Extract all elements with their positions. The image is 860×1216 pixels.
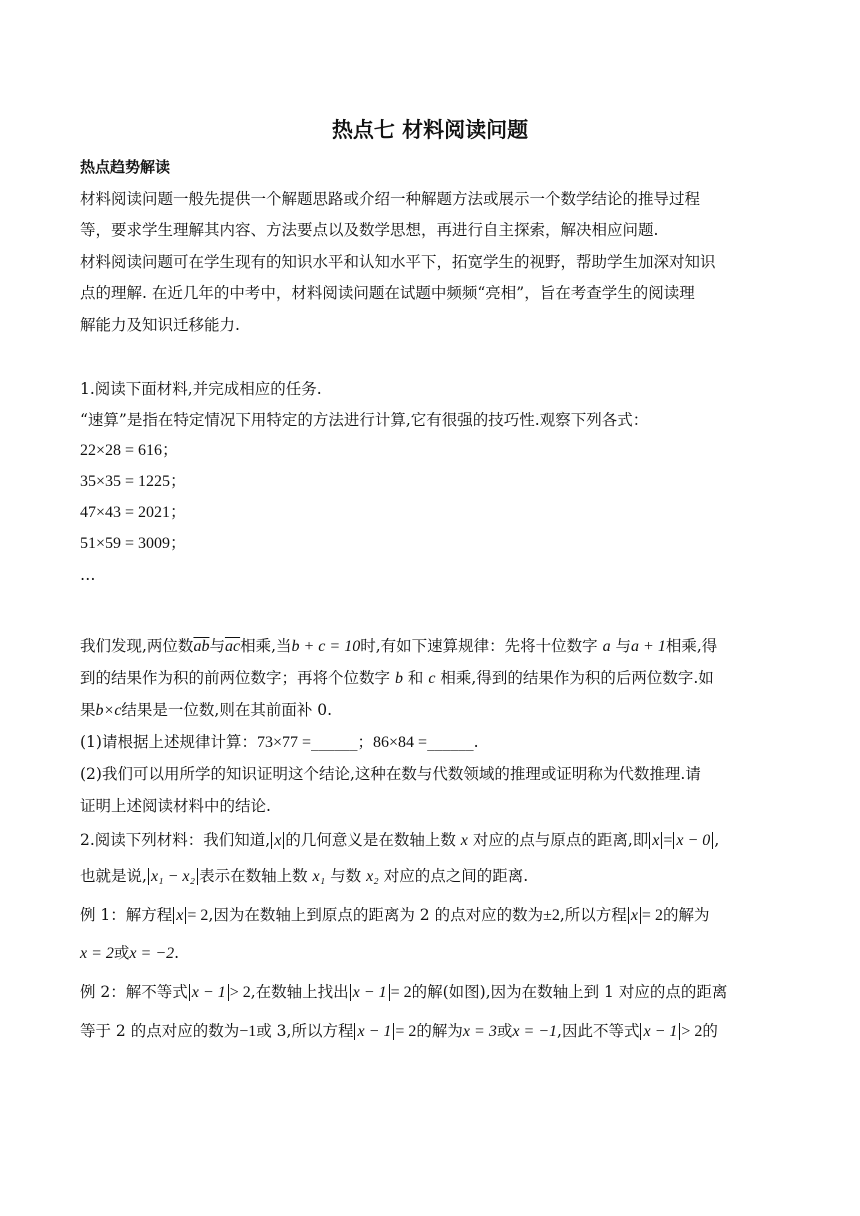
overline-ab: $\overline{ab}$ xyxy=(193,638,210,655)
q2-example-1-line-2 xyxy=(80,943,785,964)
expression-2: 86×84 = xyxy=(373,734,428,751)
abs-x: x xyxy=(271,832,284,849)
text: 相乘,得 xyxy=(665,637,718,655)
q1-equation-3: 47×43 = 2021； xyxy=(80,504,187,521)
text: 时,有如下速算规律：先将十位数字 xyxy=(360,637,598,655)
var-c: c xyxy=(428,670,436,687)
q1-intro: 1.阅读下面材料,并完成相应的任务. xyxy=(80,380,322,398)
text: 到的结果作为积的前两位数字；再将个位数字 xyxy=(80,669,391,687)
abs-x-minus-1: x − 1 xyxy=(350,984,390,1001)
answer-blank-2: ______ xyxy=(427,733,474,751)
formula: = 2 xyxy=(641,907,663,924)
text: 或 3,所以方程 xyxy=(256,1022,354,1040)
formula: > 2 xyxy=(681,1023,703,1040)
q1-equation-2: 35×35 = 1225； xyxy=(80,473,187,490)
text: 例 1：解方程 xyxy=(80,906,173,924)
q2-example-2-line-1 xyxy=(80,982,785,1003)
text: 对应的点之间的距离. xyxy=(383,867,529,885)
condition-formula: b + c = 10 xyxy=(291,638,361,655)
var-b: b xyxy=(394,670,403,687)
text: 2.阅读下列材料：我们知道, xyxy=(80,831,271,849)
solution-2: x = −2 xyxy=(129,945,175,962)
text: 对应的点与原点的距离,即 xyxy=(472,831,649,849)
text: , xyxy=(714,831,720,849)
abs-x: x xyxy=(628,907,641,924)
q2-example-2-line-2 xyxy=(80,1021,785,1042)
text: 与 xyxy=(209,637,225,655)
solution-1: x = 3 xyxy=(462,1023,497,1040)
answer-blank-1: ______ xyxy=(311,733,358,751)
formula: = 2 xyxy=(187,907,209,924)
overline-ac: $\overline{ac}$ xyxy=(224,638,241,655)
q1-equation-1: 22×28 = 616； xyxy=(80,442,179,459)
formula: = 2 xyxy=(395,1023,417,1040)
page-title: 热点七 材料阅读问题 xyxy=(331,118,529,142)
solution-1: x = 2 xyxy=(80,945,114,962)
text: 的解为 xyxy=(662,906,710,924)
q1-ellipsis: … xyxy=(80,566,96,584)
equals: = xyxy=(663,832,673,849)
abs-x-minus-1: x − 1 xyxy=(354,1023,394,1040)
trend-heading: 热点趋势解读 xyxy=(80,158,171,176)
q2-line-2 xyxy=(80,866,785,887)
text: 表示在数轴上数 xyxy=(199,867,308,885)
text: 或 xyxy=(113,944,130,962)
text: ,因为在数轴上到原点的距离为 2 的点对应的数为 xyxy=(208,906,544,924)
text: 或 xyxy=(496,1022,513,1040)
trend-paragraph-2-line-1: 材料阅读问题可在学生现有的知识水平和认知水平下，拓宽学生的视野，帮助学生加深对知识 xyxy=(80,253,716,271)
text: 我们发现,两位数 xyxy=(80,637,194,655)
formula: > 2 xyxy=(229,984,251,1001)
solution-2: x = −1 xyxy=(512,1023,558,1040)
text: ,所以方程 xyxy=(559,906,627,924)
text: 也就是说, xyxy=(80,867,147,885)
separator: ； xyxy=(357,733,374,751)
q1-rule-line-2 xyxy=(80,668,785,689)
text: 等于 2 的点对应的数为 xyxy=(80,1022,240,1040)
text: 和 xyxy=(407,669,424,687)
abs-x: x xyxy=(173,907,186,924)
text: ,在数轴上找出 xyxy=(250,983,349,1001)
abs-x-minus-0: x − 0 xyxy=(673,832,713,849)
abs-x-minus-1: x − 1 xyxy=(640,1023,680,1040)
q1-equation-4: 51×59 = 3009； xyxy=(80,535,187,552)
text: 的几何意义是在数轴上数 xyxy=(285,831,456,849)
text: ,因此不等式 xyxy=(557,1022,640,1040)
trend-paragraph-1-line-2: 等，要求学生理解其内容、方法要点以及数学思想，再进行自主探索，解决相应问题. xyxy=(80,221,659,239)
text: 相乘,当 xyxy=(240,637,292,655)
q1-rule-line-1 xyxy=(80,636,785,657)
q2-example-1-line-1 xyxy=(80,905,785,926)
var-a: a xyxy=(602,638,611,655)
q1-description: “速算”是指在特定情况下用特定的方法进行计算,它有很强的技巧性.观察下列各式： xyxy=(80,411,649,429)
q1-task-2-line-2: 证明上述阅读材料中的结论. xyxy=(80,797,271,815)
abs-x-minus-1: x − 1 xyxy=(189,984,229,1001)
text: 的解为 xyxy=(416,1022,463,1040)
abs-x: x xyxy=(649,832,662,849)
text: 的解(如图),因为在数轴上到 1 对应的点的距离 xyxy=(411,983,728,1001)
q1-task-2-line-1: (2)我们可以用所学的知识证明这个结论,这种在数与代数领域的推理或证明称为代数推理.请 xyxy=(80,765,701,783)
product-formula: b×c xyxy=(95,702,122,719)
var-x: x xyxy=(460,832,468,849)
plus-minus-2: ±2 xyxy=(543,907,560,924)
text: 的 xyxy=(702,1022,718,1040)
trend-paragraph-1-line-1: 材料阅读问题一般先提供一个解题思路或介绍一种解题方法或展示一个数学结论的推导过程 xyxy=(80,190,701,208)
formula: = 2 xyxy=(390,984,412,1001)
abs-x1-minus-x2: x₁ − x₂ xyxy=(148,868,198,885)
text: 结果是一位数,则在其前面补 0. xyxy=(121,701,333,719)
var-a-plus-1: a + 1 xyxy=(631,638,666,655)
text: (1)请根据上述规律计算： xyxy=(80,733,257,751)
q1-rule-line-3 xyxy=(80,700,785,721)
var-x1: x₁ xyxy=(312,868,326,885)
text: 与 xyxy=(615,637,632,655)
text: . xyxy=(473,733,479,751)
text: 例 2：解不等式 xyxy=(80,983,188,1001)
text: 与数 xyxy=(330,867,362,885)
trend-paragraph-2-line-3: 解能力及知识迁移能力. xyxy=(80,316,240,334)
text: . xyxy=(174,944,180,962)
trend-paragraph-2-line-2: 点的理解. 在近几年的中考中，材料阅读问题在试题中频频“亮相”，旨在考查学生的阅读理 xyxy=(80,284,695,302)
minus-1: −1 xyxy=(239,1023,257,1040)
q2-line-1 xyxy=(80,830,785,851)
q1-task-1 xyxy=(80,732,785,753)
var-x2: x₂ xyxy=(366,868,379,885)
text: 相乘,得到的结果作为积的后两位数字.如 xyxy=(440,669,714,687)
expression-1: 73×77 = xyxy=(256,734,312,751)
text: 果 xyxy=(80,701,96,719)
